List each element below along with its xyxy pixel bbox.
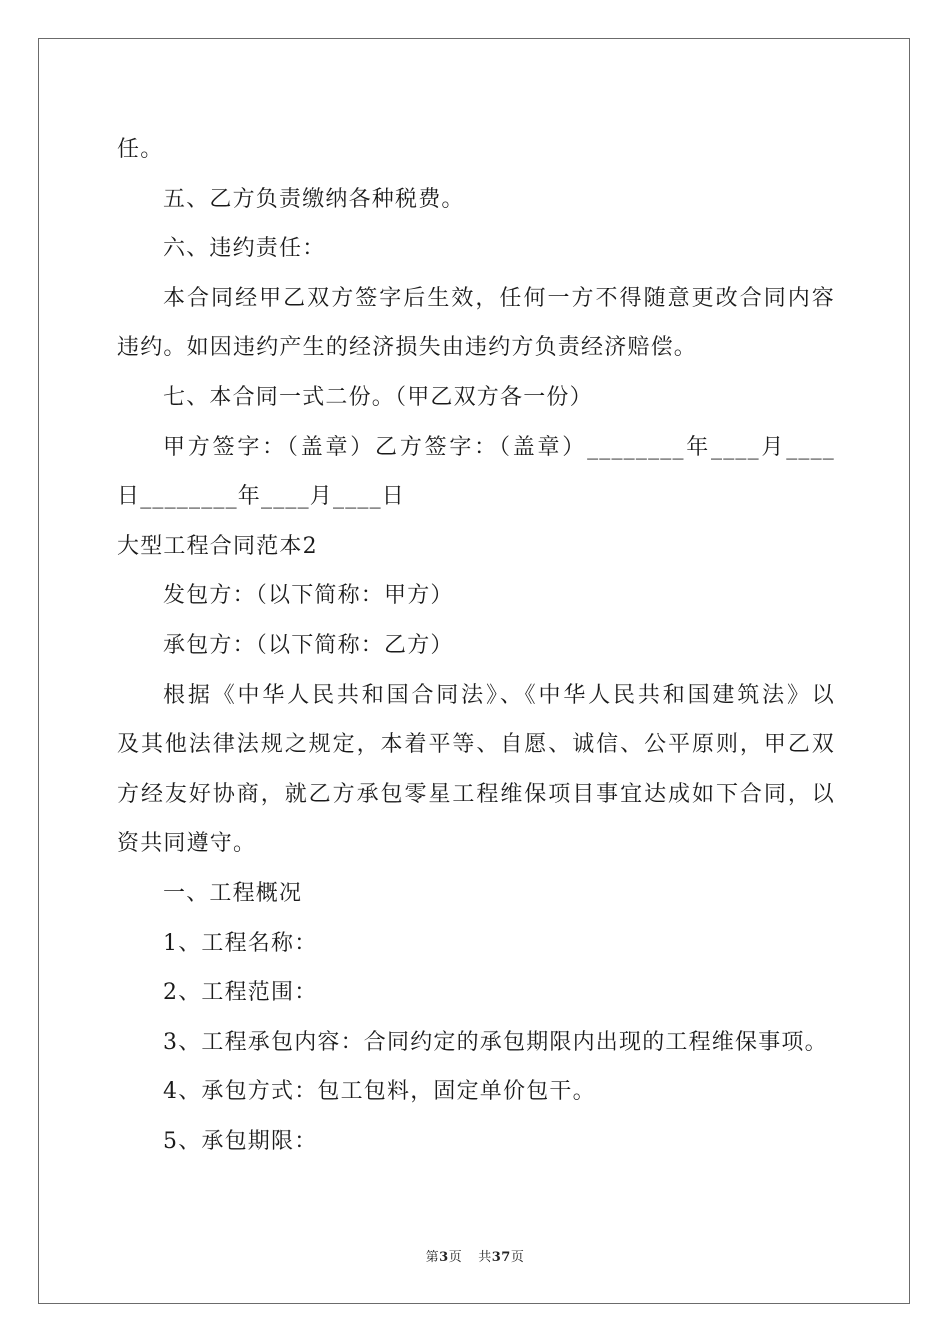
document-body <box>117 125 835 1166</box>
text-line: 根据《中华人民共和国合同法》、《中华人民共和国建筑法》以 <box>163 682 835 708</box>
text-line: 违约。如因违约产生的经济损失由违约方负责经济赔偿。 <box>117 335 698 361</box>
text-line: 5、承包期限： <box>163 1128 318 1154</box>
text-line: 承包方：（以下简称：乙方） <box>163 632 454 658</box>
text-line: 发包方：（以下简称：甲方） <box>163 583 454 609</box>
text-line: 3、工程承包内容：合同约定的承包期限内出现的工程维保事项。 <box>163 1029 828 1055</box>
text-line: 任。 <box>117 137 164 162</box>
total-pages: 37 <box>491 1250 511 1265</box>
text-line: 2、工程范围： <box>163 980 318 1006</box>
text-line: 及其他法律法规之规定，本着平等、自愿、诚信、公平原则，甲乙双 <box>117 732 835 758</box>
page-prefix: 第 <box>425 1250 440 1265</box>
signature-date-line: 日________年____月____日 <box>117 484 406 510</box>
text-line: 一、工程概况 <box>163 880 303 906</box>
page-suffix: 页 <box>448 1250 463 1265</box>
text-line: 七、本合同一式二份。（甲乙双方各一份） <box>163 384 593 410</box>
signature-line: 甲方签字：（盖章）乙方签字：（盖章）________年____月____ <box>163 434 835 460</box>
total-prefix: 共 <box>478 1250 492 1265</box>
page-footer <box>0 1246 950 1265</box>
text-line: 1、工程名称： <box>163 930 318 956</box>
total-suffix: 页 <box>510 1250 525 1265</box>
text-line: 资共同遵守。 <box>117 831 257 857</box>
text-line: 4、承包方式：包工包料，固定单价包干。 <box>163 1079 596 1105</box>
section-title: 大型工程合同范本2 <box>117 533 318 559</box>
text-line: 本合同经甲乙双方签字后生效，任何一方不得随意更改合同内容 <box>163 285 835 311</box>
text-line: 五、乙方负责缴纳各种税费。 <box>163 186 465 212</box>
page-number: 3 <box>439 1250 449 1265</box>
text-line: 方经友好协商，就乙方承包零星工程维保项目事宜达成如下合同，以 <box>117 781 835 807</box>
text-line: 六、违约责任： <box>163 236 326 262</box>
